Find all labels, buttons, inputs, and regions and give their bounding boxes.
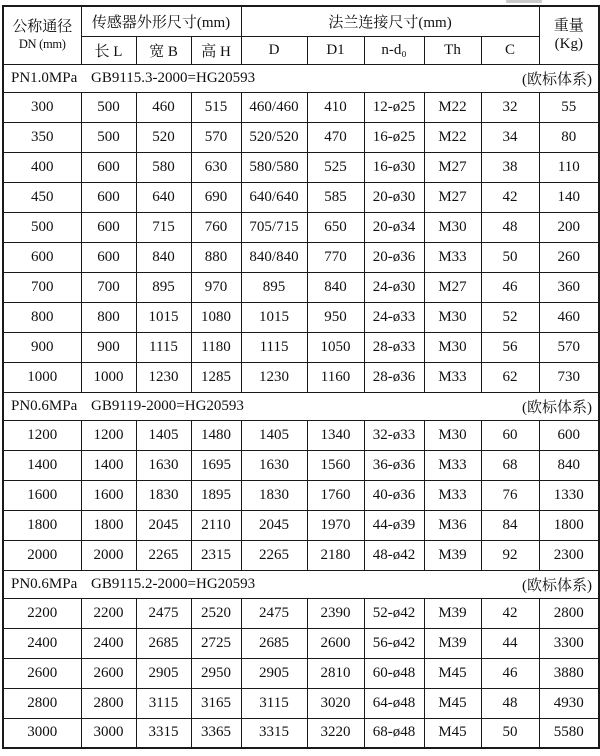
table-cell: 3020 xyxy=(307,688,364,718)
table-row xyxy=(3,332,599,362)
table-cell: 2475 xyxy=(241,598,307,628)
table-cell: 38 xyxy=(481,152,539,182)
table-cell: M30 xyxy=(424,332,481,362)
table-cell: 470 xyxy=(307,122,364,152)
table-cell: 300 xyxy=(3,92,81,122)
table-cell: 2600 xyxy=(3,658,81,688)
table-cell: 600 xyxy=(81,212,136,242)
table-cell: M30 xyxy=(424,420,481,450)
table-cell: 800 xyxy=(81,302,136,332)
table-cell: 1630 xyxy=(136,450,191,480)
table-cell: 36-ø36 xyxy=(364,450,424,480)
col-header-thread: Th xyxy=(424,36,481,64)
pressure-rating-label: PN0.6MPa xyxy=(11,575,78,592)
table-cell: 2300 xyxy=(539,540,599,570)
table-cell: 2800 xyxy=(81,688,136,718)
table-cell: 42 xyxy=(481,598,539,628)
table-cell: 630 xyxy=(191,152,241,182)
table-cell: 16-ø25 xyxy=(364,122,424,152)
table-cell: 2950 xyxy=(191,658,241,688)
table-cell: M39 xyxy=(424,598,481,628)
pressure-rating-label: PN0.6MPa xyxy=(11,397,78,414)
table-cell: 1200 xyxy=(3,420,81,450)
table-cell: 3315 xyxy=(136,718,191,748)
table-cell: 32-ø33 xyxy=(364,420,424,450)
table-cell: 350 xyxy=(3,122,81,152)
table-cell: 400 xyxy=(3,152,81,182)
table-cell: 1405 xyxy=(241,420,307,450)
table-row xyxy=(3,272,599,302)
table-cell: 2800 xyxy=(539,598,599,628)
table-cell: 50 xyxy=(481,242,539,272)
col-header-d1: D1 xyxy=(307,36,364,64)
col-header-c: C xyxy=(481,36,539,64)
table-cell: 585 xyxy=(307,182,364,212)
table-cell: 600 xyxy=(3,242,81,272)
table-cell: 580/580 xyxy=(241,152,307,182)
table-cell: 44 xyxy=(481,628,539,658)
table-cell: 2475 xyxy=(136,598,191,628)
nominal-diameter-label-cn: 公称通径 xyxy=(12,19,73,36)
table-cell: 2045 xyxy=(241,510,307,540)
table-cell: 68 xyxy=(481,450,539,480)
table-row xyxy=(3,450,599,480)
table-cell: 3365 xyxy=(191,718,241,748)
table-cell: 64-ø48 xyxy=(364,688,424,718)
table-cell: 2180 xyxy=(307,540,364,570)
table-cell: 895 xyxy=(241,272,307,302)
section-header-cell xyxy=(3,64,599,92)
table-cell: 68-ø48 xyxy=(364,718,424,748)
table-cell: M30 xyxy=(424,212,481,242)
section-header-cell xyxy=(3,392,599,420)
table-cell: 40-ø36 xyxy=(364,480,424,510)
table-cell: 3315 xyxy=(241,718,307,748)
table-cell: 1630 xyxy=(241,450,307,480)
table-cell: M33 xyxy=(424,450,481,480)
table-row xyxy=(3,420,599,450)
table-cell: 1800 xyxy=(539,510,599,540)
table-cell: 28-ø36 xyxy=(364,362,424,392)
dimension-spec-table xyxy=(2,5,600,749)
table-cell: 48-ø42 xyxy=(364,540,424,570)
table-cell: 3000 xyxy=(3,718,81,748)
table-cell: M39 xyxy=(424,628,481,658)
table-cell: 1200 xyxy=(81,420,136,450)
table-cell: 460/460 xyxy=(241,92,307,122)
table-cell: 1480 xyxy=(191,420,241,450)
table-cell: 1230 xyxy=(136,362,191,392)
table-cell: 570 xyxy=(191,122,241,152)
table-cell: 48 xyxy=(481,212,539,242)
spec-table-body xyxy=(3,64,599,748)
table-cell: 52-ø42 xyxy=(364,598,424,628)
table-cell: M33 xyxy=(424,362,481,392)
table-row xyxy=(3,540,599,570)
table-cell: 44-ø39 xyxy=(364,510,424,540)
table-cell: 2600 xyxy=(81,658,136,688)
table-cell: 46 xyxy=(481,658,539,688)
table-cell: 3000 xyxy=(81,718,136,748)
table-cell: 800 xyxy=(3,302,81,332)
table-cell: 5580 xyxy=(539,718,599,748)
table-cell: 3115 xyxy=(136,688,191,718)
table-cell: 2265 xyxy=(136,540,191,570)
col-header-weight xyxy=(539,6,599,64)
table-cell: 580 xyxy=(136,152,191,182)
table-cell: 42 xyxy=(481,182,539,212)
table-cell: 1600 xyxy=(3,480,81,510)
table-cell: M33 xyxy=(424,242,481,272)
table-cell: 60-ø48 xyxy=(364,658,424,688)
standard-system-label: (欧标体系) xyxy=(522,71,593,88)
table-cell: 410 xyxy=(307,92,364,122)
table-cell: 1830 xyxy=(136,480,191,510)
table-cell: 3115 xyxy=(241,688,307,718)
table-cell: 525 xyxy=(307,152,364,182)
table-cell: 52 xyxy=(481,302,539,332)
table-cell: 500 xyxy=(81,92,136,122)
table-cell: 1560 xyxy=(307,450,364,480)
table-cell: 3220 xyxy=(307,718,364,748)
table-cell: 520/520 xyxy=(241,122,307,152)
table-cell: 515 xyxy=(191,92,241,122)
table-cell: 1230 xyxy=(241,362,307,392)
table-cell: 92 xyxy=(481,540,539,570)
table-row xyxy=(3,480,599,510)
standard-system-label: (欧标体系) xyxy=(522,577,593,594)
table-cell: 1760 xyxy=(307,480,364,510)
table-cell: 48 xyxy=(481,688,539,718)
table-cell: 2400 xyxy=(3,628,81,658)
table-cell: 360 xyxy=(539,272,599,302)
table-cell: 600 xyxy=(539,420,599,450)
table-cell: 730 xyxy=(539,362,599,392)
table-cell: 900 xyxy=(3,332,81,362)
table-cell: 2905 xyxy=(136,658,191,688)
group-header-sensor-dimensions: 传感器外形尺寸(mm) xyxy=(81,6,241,36)
table-cell: 2315 xyxy=(191,540,241,570)
table-cell: 1015 xyxy=(136,302,191,332)
table-cell: 2045 xyxy=(136,510,191,540)
table-cell: M36 xyxy=(424,510,481,540)
table-cell: 600 xyxy=(81,182,136,212)
table-cell: 500 xyxy=(3,212,81,242)
table-cell: 56-ø42 xyxy=(364,628,424,658)
table-cell: 1180 xyxy=(191,332,241,362)
table-cell: M27 xyxy=(424,182,481,212)
table-cell: 880 xyxy=(191,242,241,272)
table-cell: 1115 xyxy=(136,332,191,362)
table-cell: M45 xyxy=(424,718,481,748)
table-cell: 260 xyxy=(539,242,599,272)
table-row xyxy=(3,510,599,540)
table-cell: 700 xyxy=(81,272,136,302)
table-cell: 76 xyxy=(481,480,539,510)
table-cell: 1600 xyxy=(81,480,136,510)
table-cell: 28-ø33 xyxy=(364,332,424,362)
table-cell: 2810 xyxy=(307,658,364,688)
table-cell: 56 xyxy=(481,332,539,362)
table-cell: 840 xyxy=(307,272,364,302)
col-header-width: 宽 B xyxy=(136,36,191,64)
table-cell: M33 xyxy=(424,480,481,510)
standard-code-label: GB9115.2-2000=HG20593 xyxy=(91,575,256,592)
table-cell: 715 xyxy=(136,212,191,242)
table-cell: 770 xyxy=(307,242,364,272)
table-cell: 80 xyxy=(539,122,599,152)
section-header-row xyxy=(3,570,599,598)
table-cell: 3300 xyxy=(539,628,599,658)
table-row xyxy=(3,92,599,122)
table-row xyxy=(3,302,599,332)
table-cell: M30 xyxy=(424,302,481,332)
table-cell: 200 xyxy=(539,212,599,242)
table-cell: 690 xyxy=(191,182,241,212)
table-cell: 12-ø25 xyxy=(364,92,424,122)
table-cell: 895 xyxy=(136,272,191,302)
table-cell: M45 xyxy=(424,658,481,688)
header-row-subcolumns xyxy=(3,36,599,64)
table-cell: 32 xyxy=(481,92,539,122)
table-cell: 1830 xyxy=(241,480,307,510)
table-cell: 460 xyxy=(136,92,191,122)
weight-label-unit: (Kg) xyxy=(554,36,583,53)
table-row xyxy=(3,598,599,628)
table-row xyxy=(3,718,599,748)
table-cell: 1400 xyxy=(3,450,81,480)
table-cell: M27 xyxy=(424,272,481,302)
pressure-rating-label: PN1.0MPa xyxy=(11,69,78,86)
table-cell: 1695 xyxy=(191,450,241,480)
table-cell: 1800 xyxy=(3,510,81,540)
table-cell: 570 xyxy=(539,332,599,362)
table-cell: 50 xyxy=(481,718,539,748)
table-cell: 2905 xyxy=(241,658,307,688)
table-cell: 3880 xyxy=(539,658,599,688)
table-cell: 950 xyxy=(307,302,364,332)
table-cell: 16-ø30 xyxy=(364,152,424,182)
table-cell: 3165 xyxy=(191,688,241,718)
table-row xyxy=(3,688,599,718)
col-header-height: 高 H xyxy=(191,36,241,64)
table-cell: 1000 xyxy=(3,362,81,392)
table-cell: 2685 xyxy=(136,628,191,658)
table-cell: 20-ø34 xyxy=(364,212,424,242)
table-cell: 760 xyxy=(191,212,241,242)
table-cell: 4930 xyxy=(539,688,599,718)
section-header-row xyxy=(3,392,599,420)
table-cell: 840 xyxy=(539,450,599,480)
table-cell: 450 xyxy=(3,182,81,212)
table-cell: 1405 xyxy=(136,420,191,450)
table-cell: 2200 xyxy=(81,598,136,628)
table-cell: 600 xyxy=(81,242,136,272)
table-cell: 34 xyxy=(481,122,539,152)
col-header-bolt-holes: n-d₀ xyxy=(364,36,424,64)
table-cell: 46 xyxy=(481,272,539,302)
table-row xyxy=(3,362,599,392)
table-cell: 2265 xyxy=(241,540,307,570)
table-cell: 460 xyxy=(539,302,599,332)
table-cell: M39 xyxy=(424,540,481,570)
table-cell: 24-ø30 xyxy=(364,272,424,302)
table-cell: 700 xyxy=(3,272,81,302)
table-cell: M27 xyxy=(424,152,481,182)
table-cell: 20-ø36 xyxy=(364,242,424,272)
table-cell: 840/840 xyxy=(241,242,307,272)
table-cell: 1080 xyxy=(191,302,241,332)
table-cell: 2685 xyxy=(241,628,307,658)
table-cell: 2725 xyxy=(191,628,241,658)
table-cell: 500 xyxy=(81,122,136,152)
table-cell: 2800 xyxy=(3,688,81,718)
table-cell: 520 xyxy=(136,122,191,152)
table-cell: 650 xyxy=(307,212,364,242)
nominal-diameter-label-en: DN (mm) xyxy=(18,36,66,51)
group-header-flange-dimensions: 法兰连接尺寸(mm) xyxy=(241,6,539,36)
scan-artifact xyxy=(506,0,542,3)
table-cell: 55 xyxy=(539,92,599,122)
section-header-cell xyxy=(3,570,599,598)
section-header-row xyxy=(3,64,599,92)
header-row-groups xyxy=(3,6,599,36)
table-cell: 110 xyxy=(539,152,599,182)
table-cell: 2000 xyxy=(3,540,81,570)
table-cell: 24-ø33 xyxy=(364,302,424,332)
table-cell: 1050 xyxy=(307,332,364,362)
table-cell: 640/640 xyxy=(241,182,307,212)
table-cell: M22 xyxy=(424,92,481,122)
table-cell: 2400 xyxy=(81,628,136,658)
table-cell: 20-ø30 xyxy=(364,182,424,212)
table-cell: 62 xyxy=(481,362,539,392)
standard-code-label: GB9115.3-2000=HG20593 xyxy=(91,69,256,86)
table-cell: 2520 xyxy=(191,598,241,628)
table-cell: M45 xyxy=(424,688,481,718)
table-cell: 640 xyxy=(136,182,191,212)
col-header-nominal-diameter xyxy=(3,6,81,64)
table-row xyxy=(3,628,599,658)
table-cell: 2000 xyxy=(81,540,136,570)
table-row xyxy=(3,122,599,152)
table-cell: 705/715 xyxy=(241,212,307,242)
table-cell: 600 xyxy=(81,152,136,182)
col-header-length: 长 L xyxy=(81,36,136,64)
table-row xyxy=(3,152,599,182)
table-row xyxy=(3,242,599,272)
table-cell: 1800 xyxy=(81,510,136,540)
table-cell: 1115 xyxy=(241,332,307,362)
weight-label-cn: 重量 xyxy=(553,17,584,34)
table-row xyxy=(3,182,599,212)
table-cell: M22 xyxy=(424,122,481,152)
table-cell: 1015 xyxy=(241,302,307,332)
table-cell: 840 xyxy=(136,242,191,272)
table-cell: 1330 xyxy=(539,480,599,510)
table-cell: 1970 xyxy=(307,510,364,540)
col-header-d: D xyxy=(241,36,307,64)
standard-system-label: (欧标体系) xyxy=(522,399,593,416)
table-cell: 1400 xyxy=(81,450,136,480)
table-cell: 140 xyxy=(539,182,599,212)
table-cell: 1340 xyxy=(307,420,364,450)
table-cell: 2600 xyxy=(307,628,364,658)
standard-code-label: GB9119-2000=HG20593 xyxy=(91,397,244,414)
table-row xyxy=(3,212,599,242)
table-cell: 900 xyxy=(81,332,136,362)
table-cell: 1160 xyxy=(307,362,364,392)
table-cell: 2200 xyxy=(3,598,81,628)
table-cell: 1895 xyxy=(191,480,241,510)
table-cell: 84 xyxy=(481,510,539,540)
table-cell: 60 xyxy=(481,420,539,450)
table-row xyxy=(3,658,599,688)
table-cell: 2390 xyxy=(307,598,364,628)
table-cell: 2110 xyxy=(191,510,241,540)
table-cell: 1285 xyxy=(191,362,241,392)
table-cell: 1000 xyxy=(81,362,136,392)
table-cell: 970 xyxy=(191,272,241,302)
